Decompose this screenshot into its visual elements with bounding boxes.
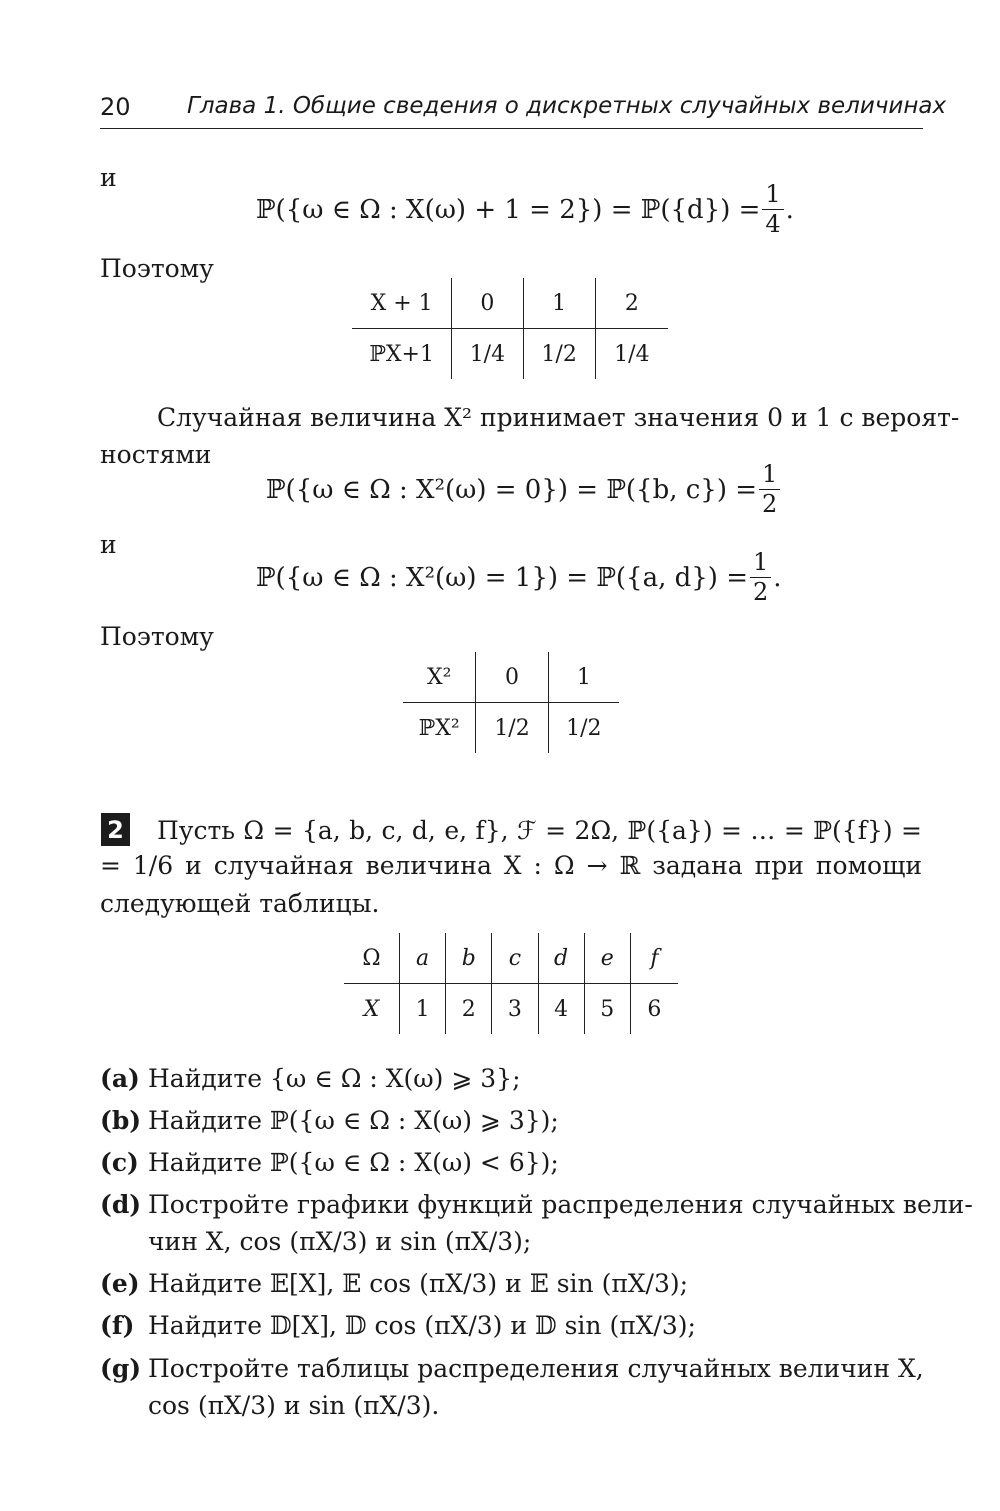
equation-1-denominator: 4 (762, 209, 783, 237)
equation-1-numerator: 1 (765, 180, 781, 208)
exercise-item-text: Найдите ℙ({ω ∈ Ω : X(ω) < 6}); (148, 1148, 559, 1177)
equation-2-lhs: ℙ({ω ∈ Ω : X²(ω) = 0}) = ℙ({b, c}) = (266, 474, 758, 505)
table1-header-cell: 1 (523, 278, 595, 329)
table1-header-cell: 2 (595, 278, 668, 329)
equation-1-fraction (762, 182, 783, 237)
task2-line-2: = 1/6 и случайная величина X : Ω → ℝ задана при помощи (100, 851, 922, 880)
table3-row-cell: X (344, 984, 400, 1035)
table3-header-cell: f (630, 933, 678, 984)
equation-3-denominator: 2 (750, 577, 771, 605)
table1-row-cell: 1/2 (523, 329, 595, 380)
exercise-item-label: (g) (100, 1354, 142, 1383)
table3-row-cell: 6 (647, 996, 662, 1022)
equation-3-lhs: ℙ({ω ∈ Ω : X²(ω) = 1}) = ℙ({a, d}) = (256, 562, 748, 593)
exercise-item-label: (d) (100, 1190, 142, 1219)
table3-header-cell: c (492, 933, 538, 984)
distribution-table-x-plus-1 (352, 278, 668, 379)
table3-header-cell: b (446, 933, 492, 984)
word-poetomu-1: Поэтому (100, 254, 214, 283)
exercise-item-c (100, 1150, 930, 1175)
table2-header-cell: 1 (548, 652, 619, 703)
exercise-item-label: (f) (100, 1311, 135, 1340)
page-number: 20 (100, 93, 131, 121)
exercise-item-f (100, 1313, 930, 1338)
table2-row-cell: ℙX² (403, 703, 476, 754)
table3-header-cell: a (400, 933, 446, 984)
equation-2-numerator: 1 (762, 460, 778, 488)
exercise-item-d (100, 1190, 973, 1219)
equation-1 (256, 182, 794, 237)
equation-2-fraction (759, 462, 780, 517)
paragraph-line-2: ностями (100, 440, 212, 469)
random-variable-table (344, 933, 678, 1034)
exercise-item-text: Найдите ℙ({ω ∈ Ω : X(ω) ⩾ 3}); (148, 1106, 559, 1135)
equation-3-fraction (750, 550, 771, 605)
equation-3-end: . (773, 562, 782, 593)
table3-header-cell: e (584, 933, 630, 984)
exercise-item-text: Найдите 𝔼[X], 𝔼 cos (πX/3) и 𝔼 sin (πX/3); (148, 1269, 689, 1298)
paragraph-line-1: Случайная величина X² принимает значения 0 и 1 с вероят- (157, 403, 960, 432)
exercise-item-text: Найдите {ω ∈ Ω : X(ω) ⩾ 3}; (148, 1064, 521, 1093)
table3-row-cell: 3 (492, 984, 538, 1035)
table3-row-cell: 4 (538, 984, 584, 1035)
table3-row-cell: 5 (584, 984, 630, 1035)
equation-2 (266, 462, 782, 517)
table3-row-cell: 2 (446, 984, 492, 1035)
exercise-item-text: Найдите 𝔻[X], 𝔻 cos (πX/3) и 𝔻 sin (πX/3); (148, 1311, 696, 1340)
equation-1-lhs: ℙ({ω ∈ Ω : X(ω) + 1 = 2}) = ℙ({d}) = (256, 194, 761, 225)
task2-line-1: Пусть Ω = {a, b, c, d, e, f}, ℱ = 2Ω, ℙ({a}) = … = ℙ({f}) = (157, 816, 922, 845)
table3-row-cell: 1 (400, 984, 446, 1035)
exercise-item-g-continuation: cos (πX/3) и sin (πX/3). (148, 1391, 440, 1420)
exercise-item-text: Постройте графики функций распределения случайных вели- (148, 1190, 973, 1219)
exercise-item-e (100, 1271, 930, 1296)
table2-row-cell: 1/2 (566, 715, 602, 741)
table3-header-cell: d (538, 933, 584, 984)
exercise-item-label: (b) (100, 1106, 142, 1135)
exercise-item-label: (c) (100, 1148, 139, 1177)
word-and-1: и (100, 163, 117, 192)
table2-row-cell: 1/2 (476, 703, 548, 754)
exercise-item-label: (e) (100, 1269, 140, 1298)
distribution-table-x-squared (403, 652, 619, 753)
table1-header-cell: 0 (452, 278, 523, 329)
exercise-item-label: (a) (100, 1064, 140, 1093)
task-number-marker: 2 (101, 813, 130, 846)
header-rule (100, 128, 923, 129)
equation-2-denominator: 2 (759, 489, 780, 517)
exercise-item-text: Постройте таблицы распределения случайных величин X, (148, 1354, 924, 1383)
equation-1-end: . (785, 194, 794, 225)
task2-line-3: следующей таблицы. (100, 889, 380, 918)
exercise-item-a (100, 1066, 930, 1091)
chapter-title: Глава 1. Общие сведения о дискретных случайных величинах (187, 93, 947, 119)
table1-header-cell: X + 1 (352, 278, 452, 329)
exercise-item-d-continuation: чин X, cos (πX/3) и sin (πX/3); (148, 1227, 532, 1256)
table2-header-cell: 0 (476, 652, 548, 703)
exercise-item-g (100, 1356, 930, 1381)
table1-row-cell: 1/4 (452, 329, 523, 380)
table1-row-cell: 1/4 (614, 341, 650, 367)
word-poetomu-2: Поэтому (100, 622, 214, 651)
equation-3 (256, 550, 782, 605)
word-and-2: и (100, 530, 117, 559)
equation-3-numerator: 1 (752, 548, 769, 576)
table2-header-cell: X² (403, 652, 476, 703)
table3-header-cell: Ω (344, 933, 400, 984)
table1-row-cell: ℙX+1 (352, 329, 452, 380)
exercise-item-b (100, 1108, 930, 1133)
